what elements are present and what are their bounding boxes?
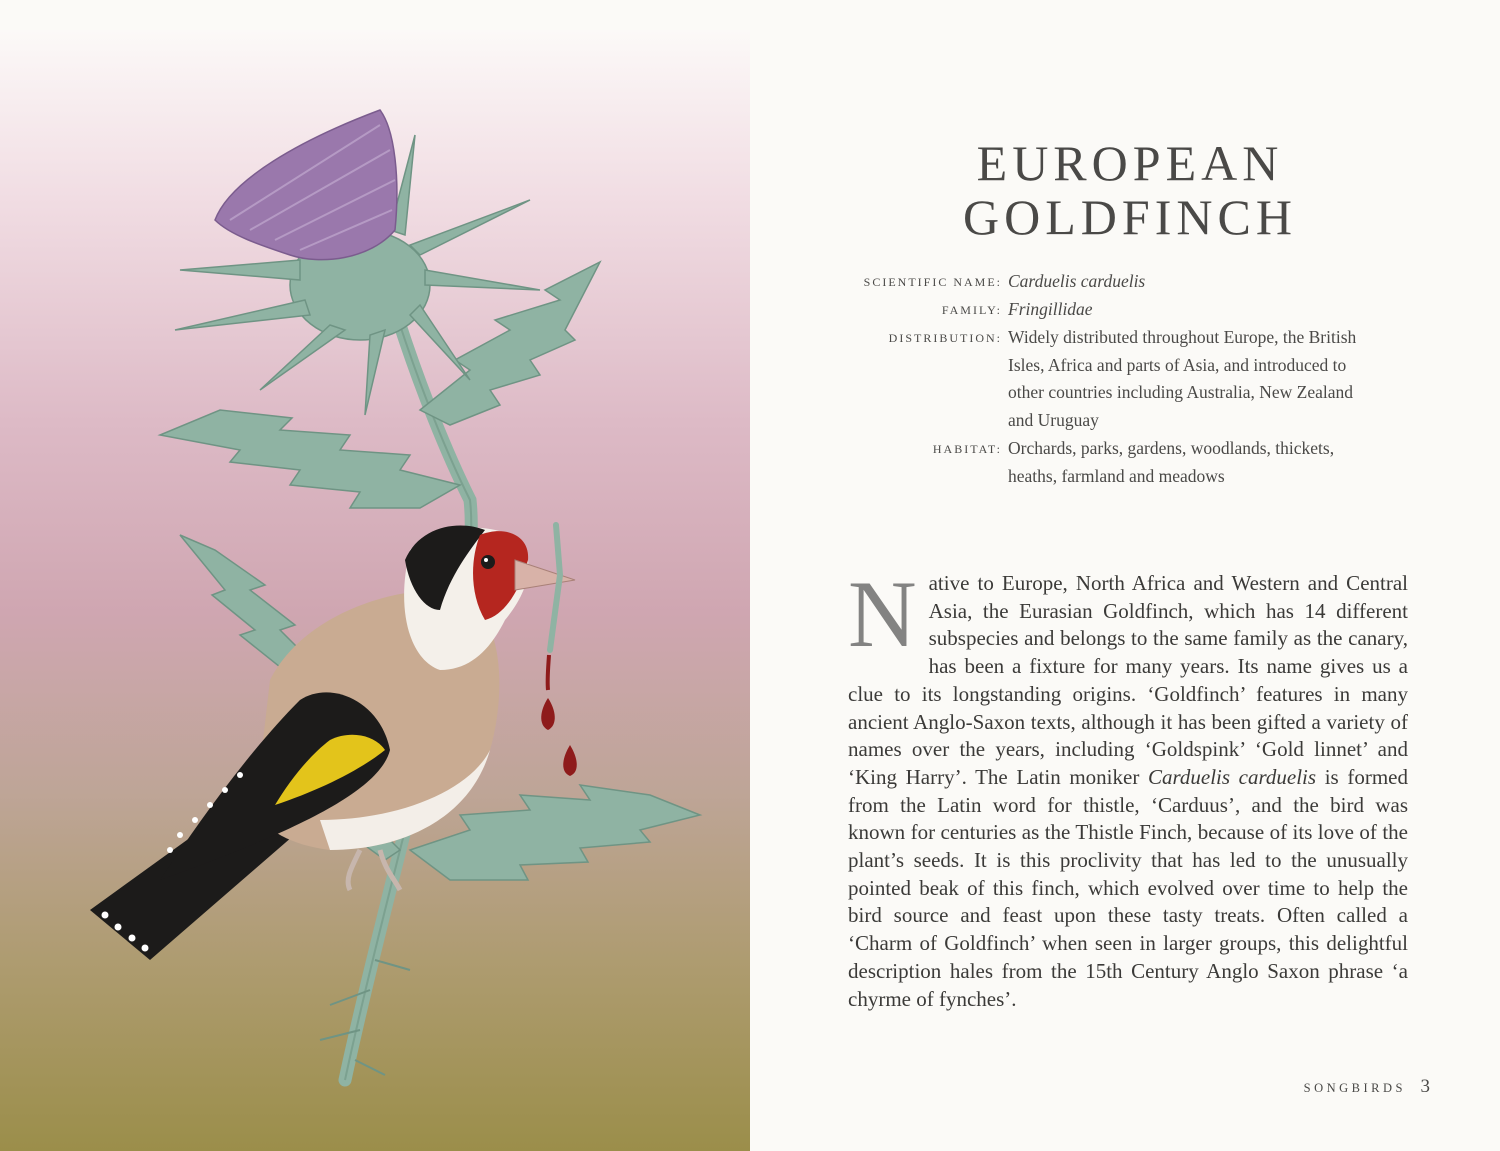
page-footer <box>1290 1078 1430 1102</box>
text-page <box>750 0 1500 1151</box>
fact-label: SCIENTIFIC NAME: <box>863 275 1002 289</box>
body-text-part-2: is formed from the Latin word for thistle, ‘Carduus’, and the bird was known for centuries as the Thistle Finch, because of its love of the plant’s seeds. It is this proclivity that has led to the unusually pointed beak of this finch, which evolved over time to help the bird source and feast upon these tasty treats. Often called a ‘Charm of Goldfinch’ when seen in larger groups, this delightful description hales from the 15th Century Anglo Saxon phrase ‘a chyrme of fynches’. <box>848 764 1408 1011</box>
bird-beak <box>515 560 575 590</box>
fact-value: Orchards, parks, gardens, woodlands, thickets, heaths, farmland and meadows <box>1008 438 1335 486</box>
goldfinch-thistle-illustration <box>0 30 750 1151</box>
fact-value: Widely distributed throughout Europe, the British Isles, Africa and parts of Asia, and introduced to other countries including Australia, New Zealand and Uruguay <box>1008 327 1357 431</box>
fact-value: Carduelis carduelis <box>1008 271 1146 291</box>
fact-value: Fringillidae <box>1008 299 1093 319</box>
drop-2 <box>563 745 577 776</box>
body-text-part-1: ative to Europe, North Africa and Western and Central Asia, the Eurasian Goldfinch, which has 14 different subspecies and belongs to the same family as the canary, has been a fixture for many years. Its name gives us a clue to its longstanding origins. ‘Goldfinch’ features in many ancient Anglo-Saxon texts, although it has been gifted a variety of names over the years, including ‘Goldspink’ ‘Gold linnet’ and ‘King Harry’. The Latin moniker <box>848 571 1408 789</box>
thistle-leaf-middle <box>160 410 460 508</box>
drop-1 <box>541 698 555 730</box>
running-head: SONGBIRDS <box>1303 1081 1406 1095</box>
drop-cap: N <box>848 561 917 667</box>
fact-label: FAMILY: <box>941 303 1002 317</box>
fact-label: DISTRIBUTION: <box>888 331 1002 345</box>
body-italic-term: Carduelis carduelis <box>1147 764 1317 789</box>
body-text <box>848 561 1408 1013</box>
fact-label: HABITAT: <box>932 442 1002 456</box>
species-title-line-2: GOLDFINCH <box>963 189 1297 245</box>
species-title-line-1: EUROPEAN <box>976 135 1284 191</box>
bird-eye <box>481 555 495 569</box>
page-number: 3 <box>1420 1076 1430 1097</box>
illustration-panel <box>0 30 750 1151</box>
